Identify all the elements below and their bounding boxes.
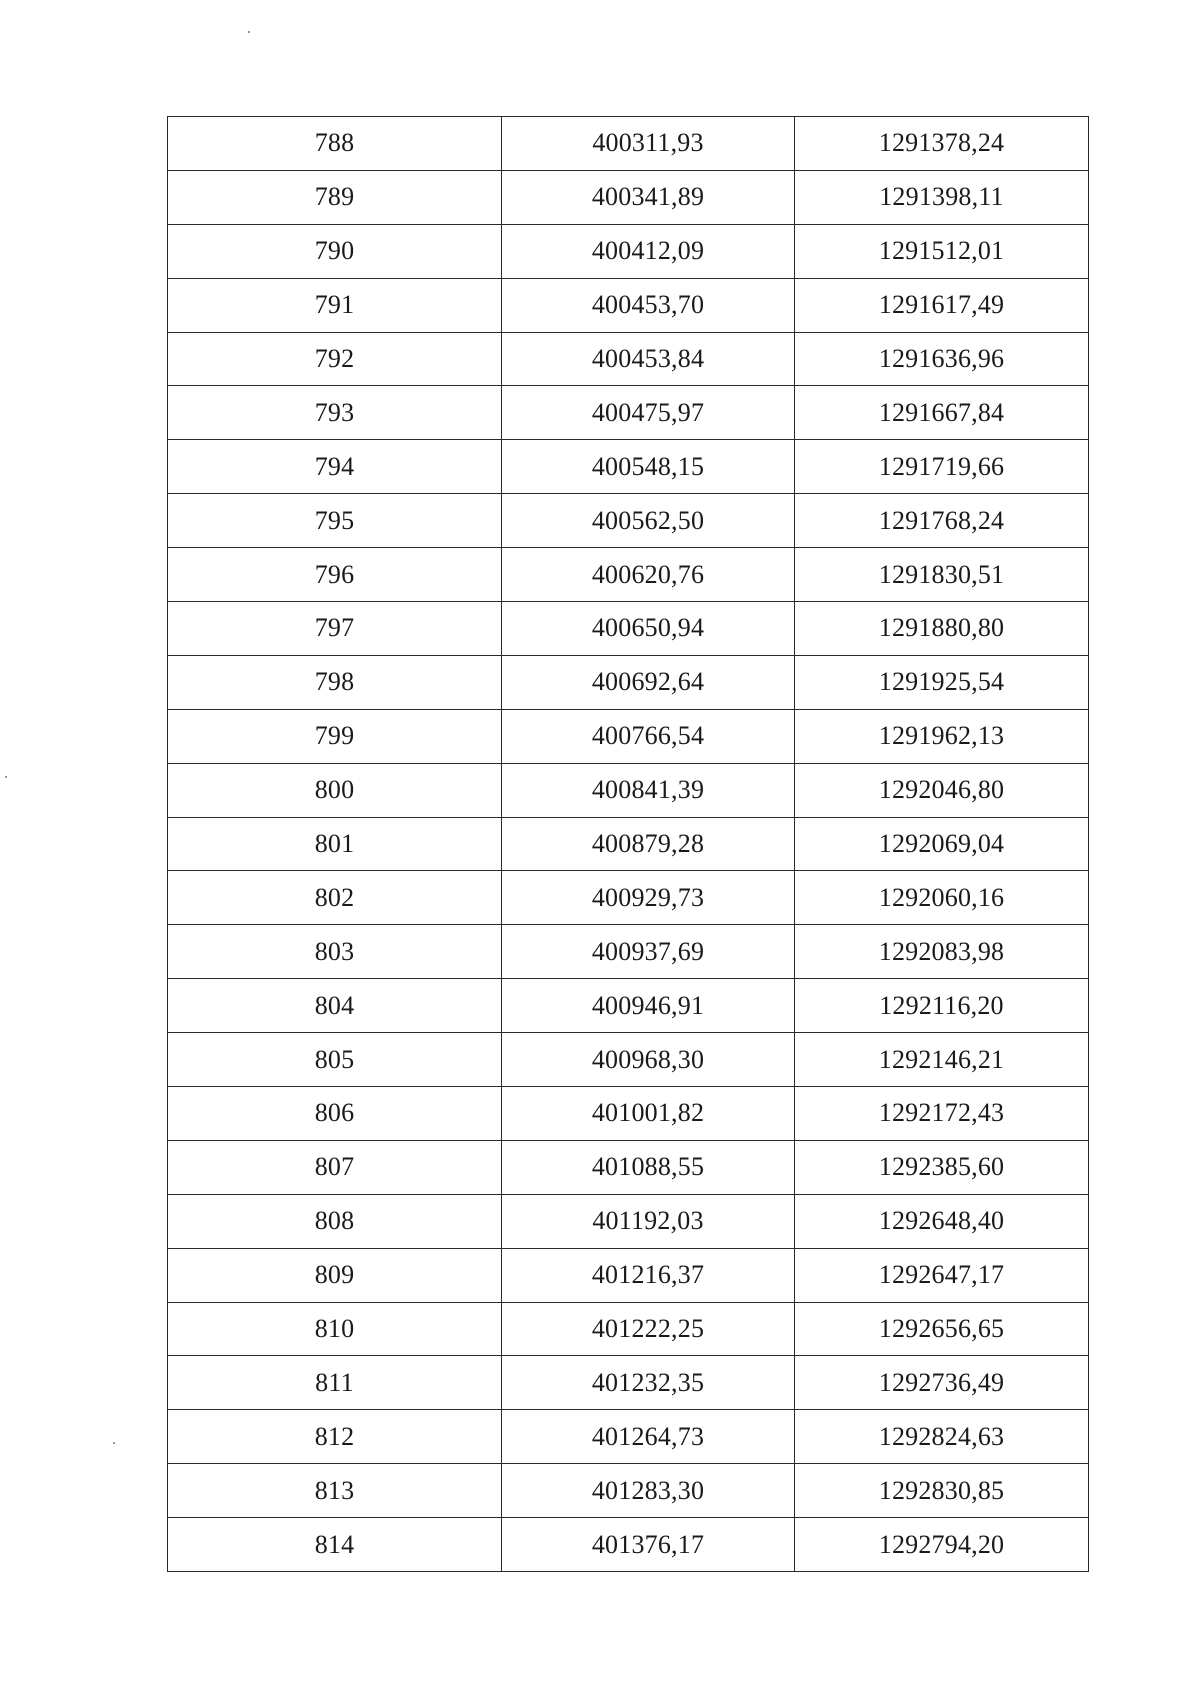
coordinates-table (167, 116, 1089, 1572)
x-coordinate-cell: 401192,03 (502, 1194, 795, 1248)
x-coordinate-cell: 400650,94 (502, 602, 795, 656)
table-row (168, 332, 1089, 386)
x-coordinate-cell: 401216,37 (502, 1248, 795, 1302)
table-row (168, 871, 1089, 925)
point-number-cell: 796 (168, 548, 502, 602)
point-number-cell: 793 (168, 386, 502, 440)
y-coordinate-cell: 1291667,84 (795, 386, 1089, 440)
point-number-cell: 791 (168, 278, 502, 332)
y-coordinate-cell: 1292647,17 (795, 1248, 1089, 1302)
point-number-cell: 805 (168, 1033, 502, 1087)
point-number-cell: 795 (168, 494, 502, 548)
scan-speck (5, 776, 7, 778)
x-coordinate-cell: 401376,17 (502, 1518, 795, 1572)
y-coordinate-cell: 1292116,20 (795, 979, 1089, 1033)
table-row (168, 1248, 1089, 1302)
y-coordinate-cell: 1292824,63 (795, 1410, 1089, 1464)
table-row (168, 494, 1089, 548)
point-number-cell: 792 (168, 332, 502, 386)
point-number-cell: 798 (168, 655, 502, 709)
y-coordinate-cell: 1292385,60 (795, 1140, 1089, 1194)
point-number-cell: 797 (168, 602, 502, 656)
x-coordinate-cell: 400453,70 (502, 278, 795, 332)
x-coordinate-cell: 400341,89 (502, 170, 795, 224)
table-row (168, 1302, 1089, 1356)
table-row (168, 1464, 1089, 1518)
x-coordinate-cell: 400879,28 (502, 817, 795, 871)
table-row (168, 817, 1089, 871)
x-coordinate-cell: 400766,54 (502, 709, 795, 763)
point-number-cell: 808 (168, 1194, 502, 1248)
y-coordinate-cell: 1291768,24 (795, 494, 1089, 548)
point-number-cell: 794 (168, 440, 502, 494)
y-coordinate-cell: 1292830,85 (795, 1464, 1089, 1518)
y-coordinate-cell: 1291398,11 (795, 170, 1089, 224)
table-row (168, 655, 1089, 709)
x-coordinate-cell: 400968,30 (502, 1033, 795, 1087)
x-coordinate-cell: 400311,93 (502, 117, 795, 171)
point-number-cell: 810 (168, 1302, 502, 1356)
x-coordinate-cell: 401264,73 (502, 1410, 795, 1464)
y-coordinate-cell: 1292656,65 (795, 1302, 1089, 1356)
point-number-cell: 811 (168, 1356, 502, 1410)
point-number-cell: 809 (168, 1248, 502, 1302)
y-coordinate-cell: 1291719,66 (795, 440, 1089, 494)
y-coordinate-cell: 1291880,80 (795, 602, 1089, 656)
y-coordinate-cell: 1291830,51 (795, 548, 1089, 602)
coordinates-table-body (168, 117, 1089, 1572)
table-row (168, 979, 1089, 1033)
x-coordinate-cell: 400937,69 (502, 925, 795, 979)
y-coordinate-cell: 1291962,13 (795, 709, 1089, 763)
y-coordinate-cell: 1292046,80 (795, 763, 1089, 817)
table-row (168, 1140, 1089, 1194)
table-row (168, 925, 1089, 979)
point-number-cell: 807 (168, 1140, 502, 1194)
y-coordinate-cell: 1292794,20 (795, 1518, 1089, 1572)
point-number-cell: 789 (168, 170, 502, 224)
table-row (168, 1087, 1089, 1141)
x-coordinate-cell: 401232,35 (502, 1356, 795, 1410)
table-row (168, 548, 1089, 602)
y-coordinate-cell: 1291617,49 (795, 278, 1089, 332)
y-coordinate-cell: 1292736,49 (795, 1356, 1089, 1410)
table-row (168, 1033, 1089, 1087)
point-number-cell: 790 (168, 224, 502, 278)
x-coordinate-cell: 400453,84 (502, 332, 795, 386)
point-number-cell: 812 (168, 1410, 502, 1464)
y-coordinate-cell: 1292648,40 (795, 1194, 1089, 1248)
point-number-cell: 813 (168, 1464, 502, 1518)
point-number-cell: 802 (168, 871, 502, 925)
table-row (168, 1518, 1089, 1572)
x-coordinate-cell: 400548,15 (502, 440, 795, 494)
y-coordinate-cell: 1291636,96 (795, 332, 1089, 386)
point-number-cell: 799 (168, 709, 502, 763)
x-coordinate-cell: 400841,39 (502, 763, 795, 817)
table-row (168, 278, 1089, 332)
y-coordinate-cell: 1292083,98 (795, 925, 1089, 979)
y-coordinate-cell: 1292146,21 (795, 1033, 1089, 1087)
table-row (168, 117, 1089, 171)
table-row (168, 1410, 1089, 1464)
table-row (168, 1356, 1089, 1410)
point-number-cell: 804 (168, 979, 502, 1033)
x-coordinate-cell: 401001,82 (502, 1087, 795, 1141)
point-number-cell: 806 (168, 1087, 502, 1141)
table-row (168, 386, 1089, 440)
table-row (168, 709, 1089, 763)
y-coordinate-cell: 1291512,01 (795, 224, 1089, 278)
x-coordinate-cell: 400692,64 (502, 655, 795, 709)
scan-speck (248, 31, 250, 33)
x-coordinate-cell: 400946,91 (502, 979, 795, 1033)
table-row (168, 170, 1089, 224)
table-row (168, 1194, 1089, 1248)
point-number-cell: 800 (168, 763, 502, 817)
point-number-cell: 788 (168, 117, 502, 171)
x-coordinate-cell: 401283,30 (502, 1464, 795, 1518)
scan-speck (113, 1442, 115, 1444)
y-coordinate-cell: 1291378,24 (795, 117, 1089, 171)
y-coordinate-cell: 1292069,04 (795, 817, 1089, 871)
point-number-cell: 803 (168, 925, 502, 979)
x-coordinate-cell: 400929,73 (502, 871, 795, 925)
y-coordinate-cell: 1292060,16 (795, 871, 1089, 925)
y-coordinate-cell: 1292172,43 (795, 1087, 1089, 1141)
point-number-cell: 801 (168, 817, 502, 871)
x-coordinate-cell: 400562,50 (502, 494, 795, 548)
point-number-cell: 814 (168, 1518, 502, 1572)
table-row (168, 440, 1089, 494)
x-coordinate-cell: 400475,97 (502, 386, 795, 440)
x-coordinate-cell: 400620,76 (502, 548, 795, 602)
y-coordinate-cell: 1291925,54 (795, 655, 1089, 709)
x-coordinate-cell: 400412,09 (502, 224, 795, 278)
table-row (168, 602, 1089, 656)
x-coordinate-cell: 401222,25 (502, 1302, 795, 1356)
table-row (168, 763, 1089, 817)
table-row (168, 224, 1089, 278)
x-coordinate-cell: 401088,55 (502, 1140, 795, 1194)
